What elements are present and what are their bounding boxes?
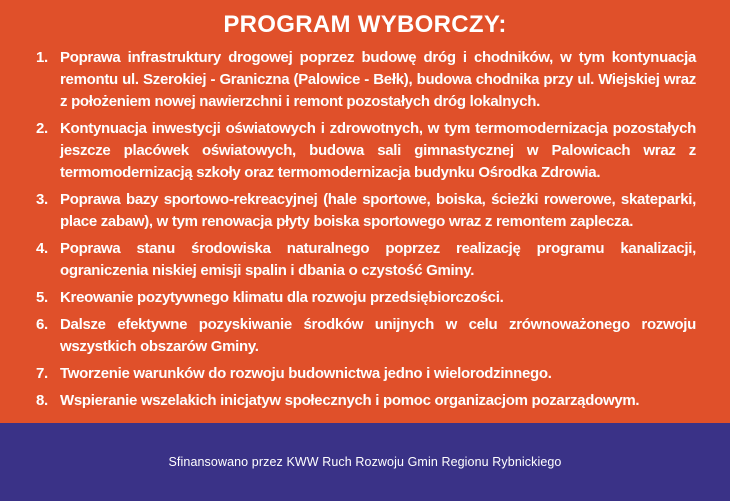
- item-text: Poprawa bazy sportowo-rekreacyjnej (hale sportowe, boiska, ścieżki rowerowe, skateparki, place zabaw), w tym renowacja płyty boiska sportowego wraz z remontem zaplecza.: [60, 191, 696, 230]
- item-text: Kreowanie pozytywnego klimatu dla rozwoju przedsiębiorczości.: [60, 289, 504, 306]
- item-number: 7.: [36, 365, 48, 382]
- item-text: Poprawa infrastruktury drogowej poprzez budowę dróg i chodników, w tym kontynuacja remontu ul. Szerokiej - Graniczna (Palowice - Bełk), budowa chodnika przy ul. Wiejskiej wraz z położeniem nowej nawierzchni i remont pozostałych dróg lokalnych.: [60, 49, 696, 110]
- item-text: Dalsze efektywne pozyskiwanie środków unijnych w celu zrównoważonego rozwoju wszystkich obszarów Gminy.: [60, 316, 696, 355]
- list-item: [36, 287, 696, 309]
- list-item: [36, 363, 696, 385]
- list-item: [36, 314, 696, 358]
- item-number: 1.: [36, 49, 48, 66]
- program-list: [0, 47, 730, 423]
- funding-footer: [0, 423, 730, 501]
- item-text: Wspieranie wszelakich inicjatyw społecznych i pomoc organizacjom pozarządowym.: [60, 392, 640, 409]
- list-item: [36, 189, 696, 233]
- item-text: Kontynuacja inwestycji oświatowych i zdrowotnych, w tym termomodernizacja pozostałych jeszcze placówek oświatowych, budowa sali gimnastycznej w Palowicach wraz z termomodernizacją szkoły oraz termomodernizacja budynku Ośrodka Zdrowia.: [60, 120, 696, 181]
- item-number: 8.: [36, 392, 48, 409]
- item-text: Poprawa stanu środowiska naturalnego poprzez realizację programu kanalizacji, ograniczenia niskiej emisji spalin i dbania o czystość Gminy.: [60, 240, 696, 279]
- funding-note: Sfinansowano przez KWW Ruch Rozwoju Gmin Regionu Rybnickiego: [168, 455, 562, 469]
- item-number: 5.: [36, 289, 48, 306]
- item-number: 4.: [36, 240, 48, 257]
- page-title: PROGRAM WYBORCZY:: [223, 11, 507, 38]
- item-number: 2.: [36, 120, 48, 137]
- item-text: Tworzenie warunków do rozwoju budownictwa jedno i wielorodzinnego.: [60, 365, 552, 382]
- list-item: [36, 47, 696, 113]
- item-number: 6.: [36, 316, 48, 333]
- list-item: [36, 238, 696, 282]
- item-number: 3.: [36, 191, 48, 208]
- list-item: [36, 118, 696, 184]
- list-item: [36, 390, 696, 412]
